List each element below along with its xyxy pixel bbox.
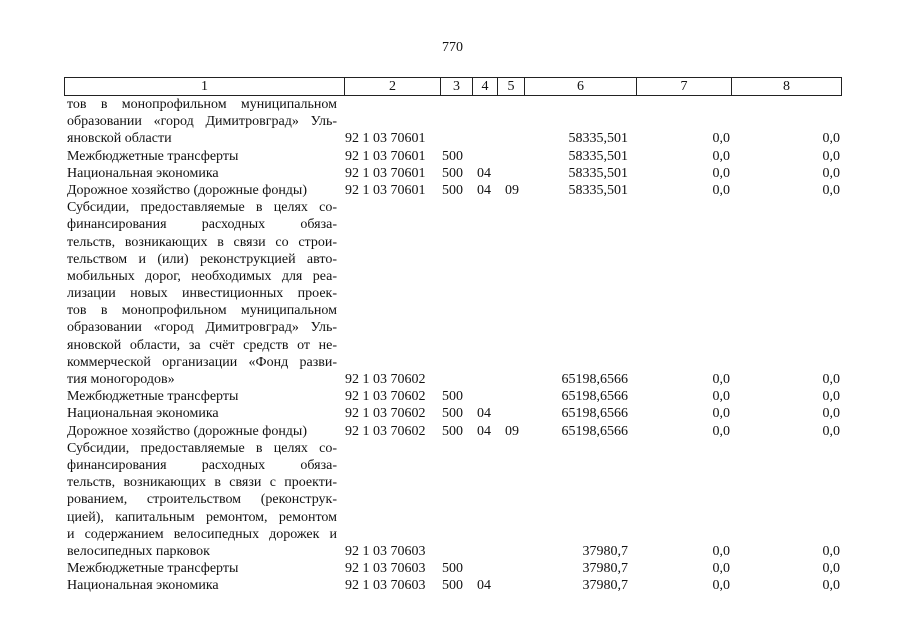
row-code: 92 1 03 70601 <box>345 148 426 164</box>
row-col8: 0,0 <box>822 182 840 198</box>
row-name: Дорожное хозяйство (дорожные фонды) <box>67 182 308 198</box>
row-col8: 0,0 <box>822 543 840 559</box>
row-col4: 04 <box>477 165 491 181</box>
row-code: 92 1 03 70602 <box>345 423 426 439</box>
row-col8: 0,0 <box>822 389 840 405</box>
column-header-7: 7 <box>637 78 732 96</box>
row-name: мобильных дорог, необходимых для реа- <box>67 268 337 284</box>
table-row <box>0 96 905 113</box>
table-row <box>0 130 905 147</box>
row-col3: 500 <box>442 423 463 439</box>
row-col4: 04 <box>477 406 491 422</box>
row-col3: 500 <box>442 389 463 405</box>
row-name: тельств, возникающих в связи с проекти- <box>67 475 337 491</box>
row-col5: 09 <box>505 182 519 198</box>
table-row <box>0 440 905 457</box>
table-row <box>0 302 905 319</box>
row-col3: 500 <box>442 182 463 198</box>
row-col7: 0,0 <box>712 372 730 387</box>
row-name: велосипедных парковок <box>67 543 210 559</box>
row-col7: 0,0 <box>712 578 730 594</box>
table-row <box>0 577 905 594</box>
row-name: Межбюджетные трансферты <box>67 389 239 405</box>
row-code: 92 1 03 70602 <box>345 372 426 387</box>
row-name: яновской области <box>67 131 172 147</box>
row-code: 92 1 03 70601 <box>345 165 426 181</box>
table-row <box>0 405 905 422</box>
row-col8: 0,0 <box>822 406 840 422</box>
row-col3: 500 <box>442 561 463 577</box>
row-amount: 58335,501 <box>568 182 628 198</box>
row-name: лизации новых инвестиционных проек- <box>67 286 337 302</box>
row-col8: 0,0 <box>822 561 840 577</box>
table-row <box>0 543 905 560</box>
row-col4: 04 <box>477 423 491 439</box>
row-amount: 58335,501 <box>568 131 628 147</box>
row-col8: 0,0 <box>822 578 840 594</box>
row-col3: 500 <box>442 148 463 164</box>
row-name: образовании «город Димитровград» Уль- <box>67 320 337 336</box>
column-header-5: 5 <box>498 78 525 96</box>
row-col3: 500 <box>442 578 463 594</box>
row-col8: 0,0 <box>822 165 840 181</box>
row-code: 92 1 03 70601 <box>345 131 426 147</box>
row-col7: 0,0 <box>712 406 730 422</box>
row-col8: 0,0 <box>822 372 840 387</box>
table-row <box>0 268 905 285</box>
table-row <box>0 509 905 526</box>
row-col5: 09 <box>505 423 519 439</box>
table-row <box>0 319 905 336</box>
page-number: 770 <box>442 40 463 55</box>
row-col7: 0,0 <box>712 543 730 559</box>
table-row <box>0 457 905 474</box>
row-col7: 0,0 <box>712 423 730 439</box>
row-name: тельств, возникающих в связи со строи- <box>67 234 337 250</box>
row-name: тия моногородов» <box>67 372 175 387</box>
table-row <box>0 388 905 405</box>
row-amount: 65198,6566 <box>561 406 628 422</box>
row-name: цией), капитальным ремонтом, ремонтом <box>67 509 337 525</box>
row-name: и содержанием велосипедных дорожек и <box>67 526 337 542</box>
row-col4: 04 <box>477 578 491 594</box>
column-header-6: 6 <box>525 78 637 96</box>
row-amount: 37980,7 <box>582 578 628 594</box>
table-row <box>0 251 905 268</box>
row-col7: 0,0 <box>712 182 730 198</box>
row-name: коммерческой организации «Фонд разви- <box>67 354 337 370</box>
row-amount: 37980,7 <box>582 561 628 577</box>
table-body <box>0 96 905 594</box>
row-name: Межбюджетные трансферты <box>67 561 239 577</box>
row-code: 92 1 03 70601 <box>345 182 426 198</box>
row-name: образовании «город Димитровград» Уль- <box>67 114 337 130</box>
row-code: 92 1 03 70603 <box>345 543 426 559</box>
column-header-1: 1 <box>65 78 345 96</box>
table-row <box>0 148 905 165</box>
row-name: Национальная экономика <box>67 578 219 594</box>
column-header-2: 2 <box>345 78 441 96</box>
row-col3: 500 <box>442 406 463 422</box>
row-col3: 500 <box>442 165 463 181</box>
table-row <box>0 113 905 130</box>
row-name: тов в монопрофильном муниципальном <box>67 97 337 112</box>
row-col7: 0,0 <box>712 165 730 181</box>
column-header-3: 3 <box>441 78 473 96</box>
row-col7: 0,0 <box>712 561 730 577</box>
column-header-4: 4 <box>473 78 498 96</box>
table-row <box>0 354 905 371</box>
column-header-row <box>65 78 842 96</box>
row-col7: 0,0 <box>712 389 730 405</box>
table-row <box>0 337 905 354</box>
row-amount: 65198,6566 <box>561 372 628 387</box>
row-code: 92 1 03 70602 <box>345 389 426 405</box>
row-col8: 0,0 <box>822 423 840 439</box>
table-row <box>0 560 905 577</box>
row-code: 92 1 03 70603 <box>345 578 426 594</box>
row-code: 92 1 03 70602 <box>345 406 426 422</box>
row-name: тельством и (или) реконструкцией авто- <box>67 251 337 267</box>
table-row <box>0 371 905 388</box>
row-col7: 0,0 <box>712 148 730 164</box>
row-name: тов в монопрофильном муниципальном <box>67 303 337 319</box>
row-amount: 58335,501 <box>568 148 628 164</box>
row-col8: 0,0 <box>822 148 840 164</box>
row-name: Национальная экономика <box>67 406 219 422</box>
column-header-8: 8 <box>732 78 842 96</box>
row-name: финансирования расходных обяза- <box>67 457 337 473</box>
row-name: рованием, строительством (реконструк- <box>67 492 337 508</box>
table-row <box>0 199 905 216</box>
row-amount: 37980,7 <box>582 543 628 559</box>
row-name: Национальная экономика <box>67 165 219 181</box>
table-row <box>0 165 905 182</box>
table-row <box>0 423 905 440</box>
column-header-table <box>64 77 842 96</box>
table-row <box>0 491 905 508</box>
table-row <box>0 234 905 251</box>
row-col4: 04 <box>477 182 491 198</box>
row-name: яновской области, за счёт средств от не- <box>67 337 337 353</box>
table-row <box>0 474 905 491</box>
row-name: Дорожное хозяйство (дорожные фонды) <box>67 423 308 439</box>
row-amount: 65198,6566 <box>561 423 628 439</box>
table-row <box>0 216 905 233</box>
row-name: Межбюджетные трансферты <box>67 148 239 164</box>
row-col7: 0,0 <box>712 131 730 147</box>
row-code: 92 1 03 70603 <box>345 561 426 577</box>
row-name: Субсидии, предоставляемые в целях со- <box>67 200 337 216</box>
row-name: Субсидии, предоставляемые в целях со- <box>67 440 337 456</box>
row-col8: 0,0 <box>822 131 840 147</box>
table-row <box>0 526 905 543</box>
table-row <box>0 182 905 199</box>
row-name: финансирования расходных обяза- <box>67 217 337 233</box>
table-row <box>0 285 905 302</box>
row-amount: 58335,501 <box>568 165 628 181</box>
row-amount: 65198,6566 <box>561 389 628 405</box>
